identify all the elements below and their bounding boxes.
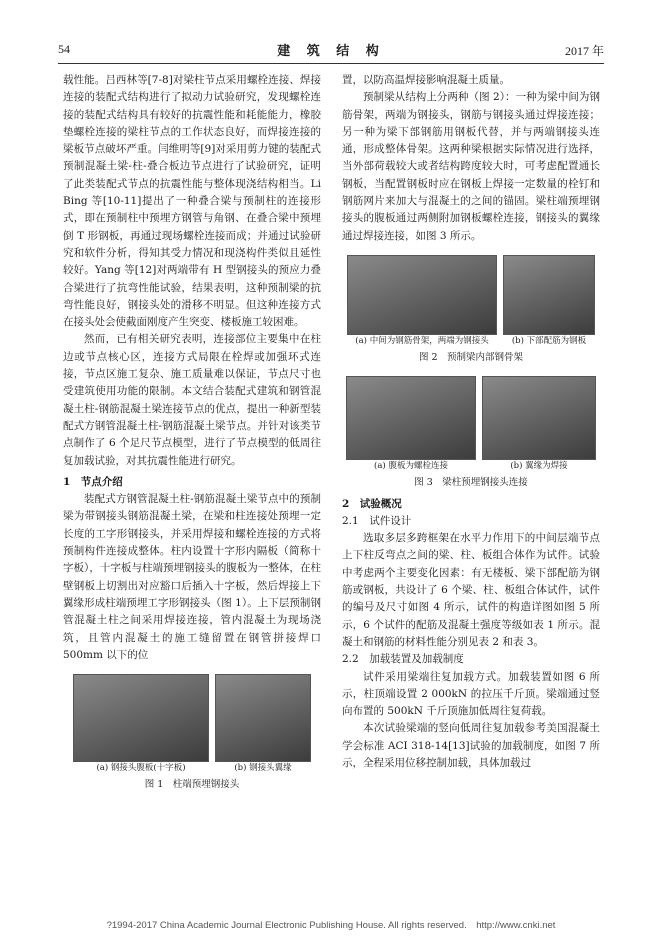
paragraph: 选取多层多跨框架在水平力作用下的中间层端节点上下柱反弯点之间的梁、柱、板组合体作为试件。试验中考虑两个主要变化因素：有无楼板、梁下部配筋为钢筋或钢板，共设计了 6 个梁、柱、板组合体试件，试件的编号及尺寸如图 4 所示，试件的构造详图如图 5 所示，6 个试件的配筋及混凝土强度等级如表 1 所示。混凝土和钢筋的材料性能分别见表 2 和表 3。 xyxy=(342,532,600,648)
figure-2b-caption: (b) 下部配筋为钢板 xyxy=(511,335,587,346)
header-rule xyxy=(58,63,604,64)
figure-1 xyxy=(63,674,321,793)
journal-name: 建 筑 结 构 xyxy=(277,44,385,59)
figure-1-caption: 图 1 柱端预埋钢接头 xyxy=(144,779,240,791)
figure-2a-caption: (a) 中间为钢筋骨架，两端为钢接头 xyxy=(355,335,489,346)
figure-2-caption: 图 2 预制梁内部钢骨架 xyxy=(418,351,524,363)
figure-2 xyxy=(342,255,600,366)
left-column xyxy=(63,72,321,797)
paragraph: 预制梁从结构上分两种（图 2）：一种为梁中间为钢筋骨架，两端为钢接头，钢筋与钢接头通过焊接连接；另一种为梁下部钢筋用钢板代替，并与两端钢接头连通，形成整体骨架。这两种梁根据实际情况进行选择，当外部荷载较大或者结构跨度较大时，可考虑配置通长钢板，当配置钢板时应在钢板上焊接一定数量的栓钉和钢筋网片来加大与混凝土的之间的锚固。梁柱端预埋钢接头的腹板通过两侧附加钢板螺栓连接，钢接头的翼缘通过焊接连接，如图 3 所示。 xyxy=(342,91,600,242)
section-heading: 2 试验概况 xyxy=(342,497,402,510)
figure-1a-caption: (a) 钢接头腹板(十字板) xyxy=(96,763,186,774)
paragraph: 试件采用梁端往复加载方式。加载装置如图 6 所示，柱顶端设置 2 000kN 的拉压千斤顶。梁端通过竖向布置的 500kN 千斤顶施加低周往复荷载。 xyxy=(342,670,600,718)
paragraph: 装配式方钢管混凝土柱-钢筋混凝土梁节点中的预制梁为带钢接头钢筋混凝土梁，在梁和柱连接处预埋一定长度的工字形钢接头，并采用焊接和螺栓连接的方式将预制构件连接成整体。柱内设置十字形内隔板（简称十字板），十字板与柱端预埋钢接头的腹板为一整体，在柱壁钢板上切割出对应豁口后插入十字板，然后焊接上下翼缘形成柱端预埋工字形钢接头（图 1）。上下层预制钢管混凝土柱之间采用焊接连接，管内混凝土为现场浇筑，且管内混凝土的施工缝留置在钢管拼接焊口 500mm 以下的位 xyxy=(63,493,321,661)
paragraph: 本次试验梁端的竖向低周往复加载参考美国混凝土学会标准 ACI 318-14[13]试验的加载制度，如图 7 所示，全程采用位移控制加载，具体加载过 xyxy=(342,722,600,770)
page-header xyxy=(58,40,604,62)
subsection-heading: 2.1 试件设计 xyxy=(342,514,412,527)
figure-1a-photo xyxy=(73,674,209,762)
paragraph: 载性能。吕西林等[7-8]对梁柱节点采用螺栓连接、焊接连接的装配式结构进行了拟动力试验研究，发现螺栓连接的装配式结构具有较好的抗震性能和耗能能力，橡胶垫螺栓连接的梁柱节点的工作状态良好，而焊接连接的梁板节点破坏严重。闫维明等[9]对采用剪力键的装配式预制混凝土梁-柱-叠合板边节点进行了试验研究，证明了此类装配式节点的抗震性能与整体现浇结构相当。Li Bing 等[10-11]提出了一种叠合梁与预制柱的连接形式，即在预制柱中预埋方钢管与角钢、在叠合梁中预埋倒 T 形钢板，再通过现场螺栓连接而成；并通过试验研究和软件分析，得知其受力情况和现浇构件类似且延性较好。Yang 等[12]对两端带有 H 型钢接头的预应力叠合梁进行了抗弯性能试验，结果表明，这种预制梁的抗弯性能良好，钢接头处的滑移不明显。但这种连接方式在接头处会使截面刚度产生突变、楼板施工较困难。 xyxy=(63,74,321,329)
figure-3-caption: 图 3 梁柱预埋钢接头连接 xyxy=(414,477,528,489)
page-number: 54 xyxy=(58,42,70,56)
paragraph: 然而，已有相关研究表明，连接部位主要集中在柱边或节点核心区，连接方式局限在栓焊或加强环式连接，节点区施工复杂、施工质量难以保证，节点尺寸也受建筑使用功能的限制。本文结合装配式建筑和钢管混凝土柱-钢筋混凝土梁连接节点的优点，提出一种新型装配式方钢管混凝土柱-钢筋混凝土梁节点。并针对该类节点制作了 6 个足尺节点模型，进行了节点模型的低周往复加载试验，对其抗震性能进行研究。 xyxy=(63,333,321,467)
figure-2b-photo xyxy=(503,255,595,335)
journal-year: 2017 年 xyxy=(564,44,604,58)
figure-2a-photo xyxy=(347,255,497,335)
subsection-heading: 2.2 加载装置及加载制度 xyxy=(342,653,464,666)
figure-3a-photo xyxy=(346,376,476,460)
figure-3b-caption: (b) 翼缘为焊接 xyxy=(510,461,568,472)
copyright-footer: ?1994-2017 China Academic Journal Electronic Publishing House. All rights reserved. http://www.cnki.net xyxy=(106,920,556,931)
figure-1b-caption: (b) 钢接头翼缘 xyxy=(234,763,292,774)
figure-3 xyxy=(342,376,600,491)
figure-3b-photo xyxy=(482,376,596,460)
figure-1b-photo xyxy=(215,674,311,762)
section-heading: 1 节点介绍 xyxy=(63,475,123,488)
figure-3a-caption: (a) 腹板为螺栓连接 xyxy=(374,461,448,472)
paragraph: 置，以防高温焊接影响混凝土质量。 xyxy=(342,74,510,86)
right-column xyxy=(342,72,600,772)
